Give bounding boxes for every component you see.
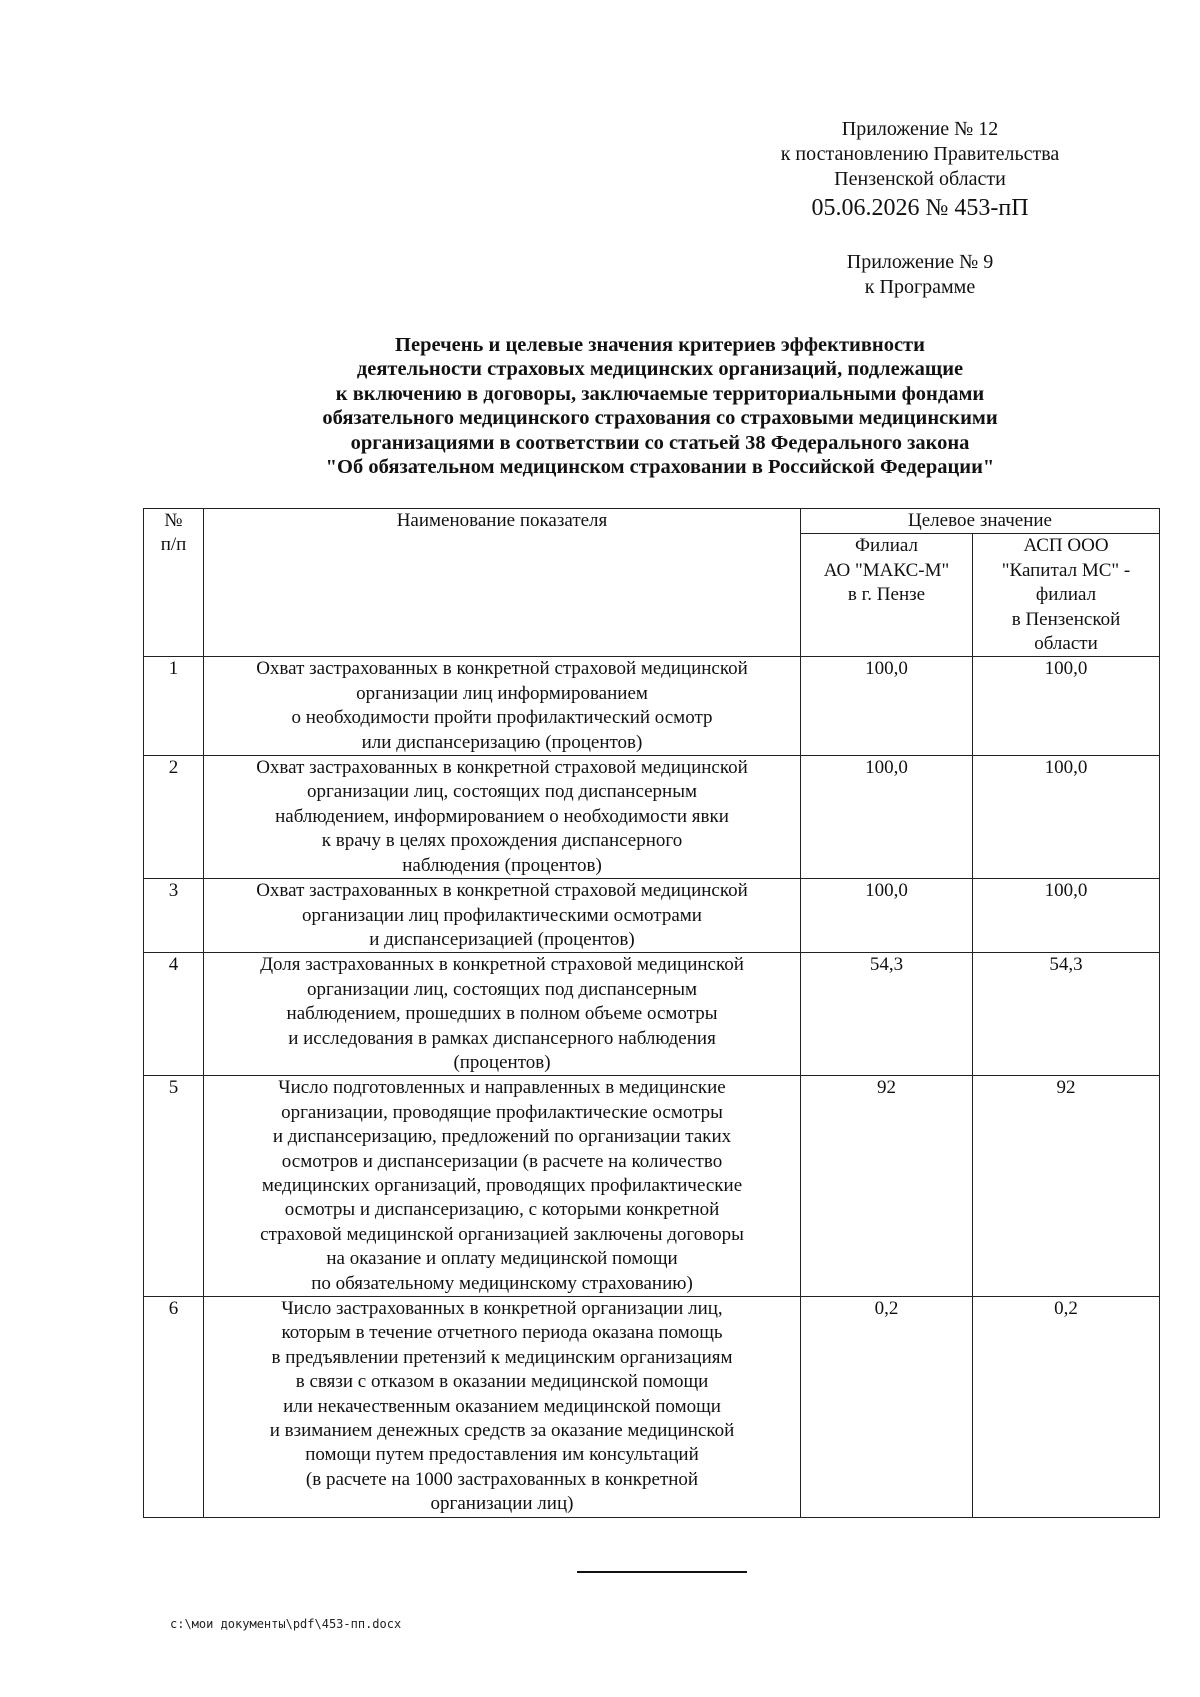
value-kapital-ms: 54,3 (973, 953, 1160, 1076)
row-number: 6 (144, 1297, 204, 1518)
document-title (140, 333, 1180, 479)
value-maks-m: 100,0 (801, 657, 973, 756)
indicator-name-line: Охват застрахованных в конкретной страховой медицинской (256, 658, 748, 680)
header-line: Филиал (855, 535, 918, 557)
title-line: организациями в соответствии со статьей 38 Федерального закона (350, 431, 970, 454)
value-kapital-ms: 100,0 (973, 879, 1160, 953)
indicator-name-line: осмотры и диспансеризацию, с которыми конкретной (284, 1199, 720, 1221)
header-line: в Пензенской (1011, 608, 1121, 630)
indicator-name-line: Доля застрахованных в конкретной страховой медицинской (260, 954, 744, 976)
value-kapital-ms: 92 (973, 1076, 1160, 1297)
indicator-name (204, 953, 801, 1076)
value-maks-m: 0,2 (801, 1297, 973, 1518)
value-kapital-ms: 100,0 (973, 756, 1160, 879)
indicator-name-line: и диспансеризацию, предложений по организации таких (272, 1126, 732, 1148)
footer-file-path: c:\мои документы\pdf\453-пп.docx (170, 1617, 402, 1631)
indicator-name-line: наблюдением, прошедших в полном объеме осмотры (286, 1003, 718, 1025)
row-number: 1 (144, 657, 204, 756)
indicator-name-line: осмотров и диспансеризации (в расчете на количество (281, 1150, 723, 1172)
indicator-name-line: и взиманием денежных средств за оказание медицинской (269, 1420, 735, 1442)
indicator-name-line: на оказание и оплату медицинской помощи (326, 1248, 678, 1270)
table-row (144, 657, 1160, 756)
appendix-12-decree: к постановлению Правительства (780, 143, 1060, 165)
row-number: 5 (144, 1076, 204, 1297)
appendix-12-label: Приложение № 12 (841, 118, 999, 140)
indicator-name (204, 879, 801, 953)
value-maks-m: 100,0 (801, 879, 973, 953)
header-number-line: № (164, 510, 183, 531)
indicator-name-line: организации лиц) (430, 1493, 574, 1515)
row-number: 3 (144, 879, 204, 953)
indicator-name-line: по обязательному медицинскому страхованию) (311, 1272, 693, 1294)
indicator-name-line: (процентов) (453, 1051, 551, 1073)
indicator-name-line: которым в течение отчетного периода оказана помощь (281, 1322, 723, 1344)
indicator-name-line: Число подготовленных и направленных в медицинские (278, 1077, 726, 1099)
indicator-name-line: о необходимости пройти профилактический осмотр (291, 707, 713, 729)
indicator-name-line: организации лиц профилактическими осмотрами (302, 904, 702, 926)
indicator-name-line: и диспансеризацией (процентов) (369, 928, 635, 950)
table-row (144, 756, 1160, 879)
indicator-name (204, 1297, 801, 1518)
header-line: АО "МАКС-М" (823, 559, 950, 581)
value-maks-m: 92 (801, 1076, 973, 1297)
indicator-name (204, 1076, 801, 1297)
signature-divider (577, 1571, 747, 1573)
title-line: обязательного медицинского страхования со страховыми медицинскими (322, 407, 998, 430)
title-line: к включению в договоры, заключаемые территориальными фондами (335, 382, 985, 405)
indicator-name-line: Охват застрахованных в конкретной страховой медицинской (256, 880, 748, 902)
header-col-maks-m (801, 534, 973, 657)
header-indicator-name: Наименование показателя (204, 509, 801, 657)
table-header-row (144, 509, 1160, 534)
header-line: области (1034, 633, 1098, 655)
title-line: Перечень и целевые значения критериев эффективности (395, 334, 925, 356)
indicator-name-line: или некачественным оказанием медицинской помощи (283, 1395, 721, 1417)
table-row (144, 953, 1160, 1076)
table-row (144, 1076, 1160, 1297)
indicator-name-line: в связи с отказом в оказании медицинской помощи (295, 1371, 709, 1393)
indicator-name-line: Охват застрахованных в конкретной страховой медицинской (256, 757, 748, 779)
indicator-name-line: (в расчете на 1000 застрахованных в конкретной (305, 1468, 699, 1490)
title-line: деятельности страховых медицинских организаций, подлежащие (356, 358, 964, 381)
appendix-9-program: к Программе (864, 276, 976, 298)
indicator-name-line: организации лиц, состоящих под диспансерным (306, 781, 698, 803)
indicator-name-line: помощи путем предоставления им консультаций (305, 1444, 699, 1466)
indicator-name-line: и исследования в рамках диспансерного наблюдения (288, 1027, 716, 1049)
indicator-name-line: в предъявлении претензий к медицинским организациям (271, 1346, 733, 1368)
value-kapital-ms: 0,2 (973, 1297, 1160, 1518)
indicator-name (204, 756, 801, 879)
indicator-name (204, 657, 801, 756)
header-col-kapital-ms (973, 534, 1160, 657)
indicator-name-line: наблюдения (процентов) (402, 854, 602, 876)
decree-date-number: 05.06.2026 № 453-пП (811, 195, 1029, 221)
indicator-name-line: к врачу в целях прохождения диспансерного (321, 830, 683, 852)
appendix-9-block (740, 250, 1100, 300)
header-line: АСП ООО (1023, 535, 1109, 557)
appendix-12-block (740, 117, 1100, 224)
header-number (144, 509, 204, 657)
indicator-name-line: страховой медицинской организацией заключены договоры (260, 1223, 744, 1245)
row-number: 2 (144, 756, 204, 879)
header-number-line: п/п (160, 534, 187, 556)
value-maks-m: 100,0 (801, 756, 973, 879)
title-line: "Об обязательном медицинском страховании в Российской Федерации" (325, 456, 995, 479)
header-line: "Капитал МС" - (1001, 559, 1131, 581)
table-row (144, 879, 1160, 953)
value-kapital-ms: 100,0 (973, 657, 1160, 756)
indicator-name-line: медицинских организаций, проводящих профилактические (261, 1174, 743, 1196)
indicator-name-line: организации лиц, состоящих под диспансерным (306, 978, 698, 1000)
table-row (144, 1297, 1160, 1518)
value-maks-m: 54,3 (801, 953, 973, 1076)
indicator-name-line: организации, проводящие профилактические осмотры (281, 1101, 723, 1123)
indicator-name-line: Число застрахованных в конкретной организации лиц, (281, 1298, 723, 1319)
header-line: филиал (1035, 584, 1097, 606)
row-number: 4 (144, 953, 204, 1076)
indicator-name-line: или диспансеризацию (процентов) (361, 731, 643, 753)
indicator-name-line: наблюдением, информированием о необходимости явки (275, 805, 729, 827)
header-line: в г. Пензе (847, 584, 926, 606)
criteria-table (143, 508, 1160, 1518)
appendix-12-region: Пензенской области (834, 168, 1006, 190)
indicator-name-line: организации лиц информированием (356, 682, 648, 704)
header-target-value: Целевое значение (801, 509, 1160, 534)
appendix-9-label: Приложение № 9 (846, 251, 994, 273)
